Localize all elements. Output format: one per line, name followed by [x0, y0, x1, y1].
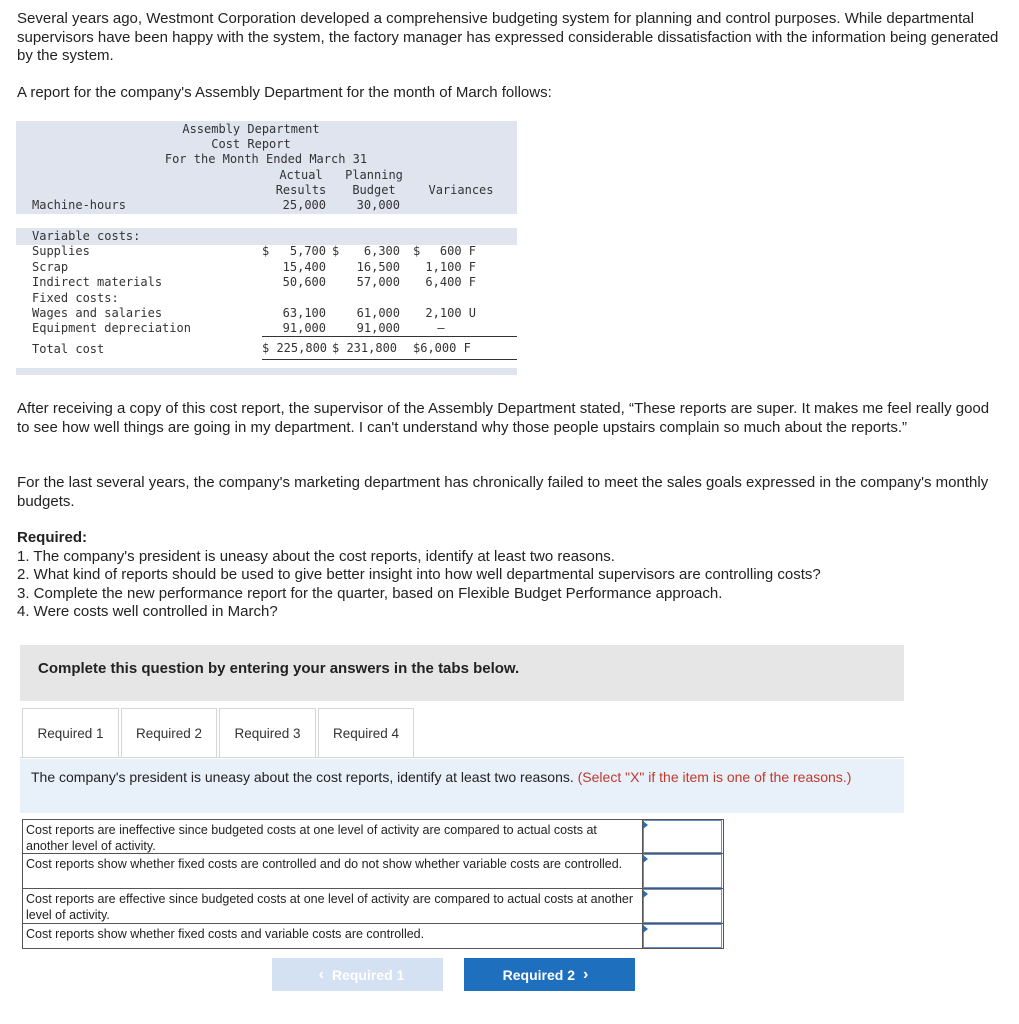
- tab-required-2[interactable]: [121, 708, 217, 758]
- required-item: 1. The company's president is uneasy about the cost reports, identify at least two reasons.: [17, 547, 615, 565]
- tab-required-4[interactable]: [318, 708, 414, 758]
- cost-report: [16, 121, 517, 375]
- col-actual-1: Actual: [279, 168, 323, 182]
- prev-label: Required 1: [331, 966, 405, 983]
- variable-costs-label: Variable costs:: [32, 229, 141, 243]
- report-period: For the Month Ended March 31: [164, 152, 368, 166]
- answer-row: [23, 889, 723, 924]
- answer-text: Cost reports show whether fixed costs are controlled and do not show whether variable costs are controlled.: [23, 854, 643, 888]
- total-budget: $ 231,800: [332, 341, 398, 355]
- report-title: Assembly Department: [182, 122, 320, 136]
- marketing-text: For the last several years, the company's marketing department has chronically failed to meet the sales goals expressed in the company's monthly budgets.: [17, 474, 989, 510]
- prev-button[interactable]: [272, 958, 443, 991]
- next-label: Required 2: [502, 966, 576, 983]
- row-budget: 61,000: [356, 306, 400, 320]
- row-dollar: $: [262, 244, 270, 258]
- answer-cell: [643, 924, 722, 948]
- row-budget: 6,300: [363, 244, 400, 258]
- answer-text: Cost reports are effective since budgeted costs at one level of activity are compared to actual costs at another level of activity.: [23, 889, 643, 923]
- row-variance: 1,100 F: [425, 260, 476, 274]
- row-label: Equipment depreciation: [32, 321, 191, 335]
- intro-text: Several years ago, Westmont Corporation developed a comprehensive budgeting system for planning and control purposes. While departmental supervisors have been happy with the system, the factory manager has expressed considerable dissatisfaction with the information being generated by the system.: [17, 10, 999, 64]
- row-label: Scrap: [32, 260, 69, 274]
- col-planning-1: Planning: [345, 168, 403, 182]
- answer-cell: [643, 889, 722, 923]
- machine-hours-actual: 25,000: [282, 198, 326, 212]
- row-actual: 50,600: [282, 275, 326, 289]
- question-box: [20, 759, 904, 813]
- question-hint: (Select "X" if the item is one of the reasons.): [577, 769, 852, 785]
- row-variance: 600 F: [439, 244, 476, 258]
- instruction-text: Complete this question by entering your answers in the tabs below.: [38, 660, 520, 677]
- tab-label: Required 1: [37, 726, 104, 741]
- report-intro-text: A report for the company's Assembly Department for the month of March follows:: [17, 84, 552, 101]
- row-actual: 91,000: [282, 321, 326, 335]
- report-subtitle: Cost Report: [211, 137, 291, 151]
- report-intro: [17, 84, 1002, 103]
- required-item: 4. Were costs well controlled in March?: [17, 603, 278, 620]
- row-label: Wages and salaries: [32, 306, 163, 320]
- total-actual: $ 225,800: [262, 341, 328, 355]
- question-text-wrap: [31, 769, 891, 786]
- row-dollar: $: [332, 244, 340, 258]
- machine-hours-label: Machine-hours: [32, 198, 126, 212]
- machine-hours-budget: 30,000: [356, 198, 400, 212]
- instruction-banner: [20, 645, 904, 701]
- report-footer-shade: [16, 368, 517, 375]
- row-actual: 5,700: [289, 244, 326, 258]
- col-actual-2: Results: [275, 183, 327, 197]
- total-variance: $6,000 F: [413, 341, 471, 355]
- tab-divider: [20, 757, 904, 758]
- tab-label: Required 3: [234, 726, 301, 741]
- tab-required-1[interactable]: [22, 708, 119, 758]
- intro-paragraph: [17, 10, 1002, 66]
- input-marker-icon: [643, 821, 648, 829]
- chevron-right-icon: ›: [583, 965, 589, 983]
- answer-table: [22, 819, 724, 949]
- answer-cell: [643, 854, 722, 888]
- tab-label: Required 4: [332, 726, 400, 741]
- total-label: Total cost: [32, 342, 105, 356]
- row-actual: 15,400: [282, 260, 326, 274]
- total-rule-bottom: [262, 359, 517, 360]
- question-text: The company's president is uneasy about the cost reports, identify at least two reasons.: [31, 769, 574, 785]
- row-label: Indirect materials: [32, 275, 163, 289]
- col-variances: Variances: [428, 183, 494, 197]
- chevron-left-icon: ‹: [318, 965, 324, 983]
- input-marker-icon: [643, 925, 648, 933]
- answer-text: Cost reports are ineffective since budgeted costs at one level of activity are compared to actual costs at another level of activity.: [23, 820, 643, 853]
- row-budget: 57,000: [356, 275, 400, 289]
- row-variance: 6,400 F: [425, 275, 476, 289]
- required-heading: Required:: [17, 529, 88, 546]
- total-rule-top: [262, 336, 517, 337]
- tab-label: Required 2: [135, 726, 203, 741]
- answer-input[interactable]: [643, 889, 722, 923]
- answer-row: [23, 854, 723, 889]
- row-dollar: $: [413, 244, 421, 258]
- answer-input[interactable]: [643, 924, 722, 948]
- answer-input[interactable]: [643, 854, 722, 888]
- row-actual: 63,100: [282, 306, 326, 320]
- input-marker-icon: [643, 890, 648, 898]
- input-marker-icon: [643, 855, 648, 863]
- tab-required-3[interactable]: [219, 708, 316, 758]
- required-item: 2. What kind of reports should be used to give better insight into how well departmental supervisors are controlling costs?: [17, 566, 821, 583]
- answer-row: [23, 924, 723, 948]
- answer-text: Cost reports show whether fixed costs and variable costs are controlled.: [23, 924, 643, 948]
- required-item: 3. Complete the new performance report for the quarter, based on Flexible Budget Performance approach.: [17, 584, 723, 602]
- row-variance: 2,100 U: [425, 306, 476, 320]
- answer-row: [23, 820, 723, 854]
- row-variance: –: [437, 321, 445, 335]
- answer-input[interactable]: [643, 820, 722, 853]
- supervisor-paragraph: [17, 400, 1002, 437]
- next-button[interactable]: [464, 958, 635, 991]
- fixed-costs-label: Fixed costs:: [32, 291, 119, 305]
- row-budget: 16,500: [356, 260, 400, 274]
- required-section: [17, 529, 1002, 622]
- answer-cell: [643, 820, 722, 853]
- row-budget: 91,000: [356, 321, 400, 335]
- col-planning-2: Budget: [352, 183, 396, 197]
- supervisor-text: After receiving a copy of this cost report, the supervisor of the Assembly Department stated, “These reports are super. It makes me feel really good to see how well things are going in my department. I can't understand why those people upstairs complain so much about the reports.”: [17, 400, 990, 436]
- row-label: Supplies: [32, 244, 90, 258]
- marketing-paragraph: [17, 474, 1002, 511]
